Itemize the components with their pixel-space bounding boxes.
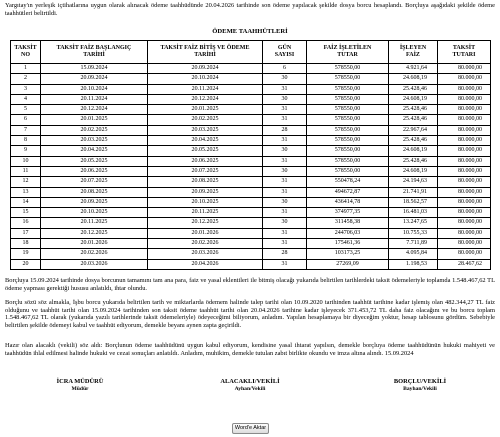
signature-role: İCRA MÜDÜRÜ: [56, 378, 104, 385]
cell-installment-amount: 80.000,00: [438, 146, 491, 156]
cell-installment-no: 2: [11, 74, 41, 84]
cell-accrued-interest: 24.608,19: [389, 146, 438, 156]
cell-accrued-interest: 21.741,91: [389, 187, 438, 197]
cell-interest-start-date: 20.11.2025: [41, 218, 148, 228]
cell-accrued-interest: 25.428,46: [389, 105, 438, 115]
cell-day-count: 31: [263, 105, 307, 115]
cell-accrued-interest: 16.481,03: [389, 208, 438, 218]
cell-accrued-interest: 24.608,19: [389, 166, 438, 176]
cell-day-count: 30: [263, 218, 307, 228]
cell-installment-no: 13: [11, 187, 41, 197]
cell-accrued-interest: 1.198,53: [389, 259, 438, 269]
cell-installment-no: 6: [11, 115, 41, 125]
signature-name: Bayhan/Vekili: [403, 386, 437, 392]
cell-interest-end-payment-date: 20.01.2025: [148, 105, 263, 115]
table-row: [11, 166, 491, 176]
cell-installment-amount: 80.000,00: [438, 218, 491, 228]
cell-interest-base-amount: 578550,00: [307, 64, 389, 74]
table-row: [11, 197, 491, 207]
cell-interest-base-amount: 436414,78: [307, 197, 389, 207]
cell-accrued-interest: 4.921,64: [389, 64, 438, 74]
cell-installment-no: 3: [11, 84, 41, 94]
cell-accrued-interest: 25.428,46: [389, 156, 438, 166]
cell-day-count: 31: [263, 156, 307, 166]
cell-interest-base-amount: 578550,00: [307, 84, 389, 94]
cell-interest-end-payment-date: 20.11.2024: [148, 84, 263, 94]
cell-interest-start-date: 20.12.2024: [41, 105, 148, 115]
cell-accrued-interest: 13.247,65: [389, 218, 438, 228]
cell-installment-no: 1: [11, 64, 41, 74]
header-row: [11, 41, 491, 64]
cell-installment-no: 14: [11, 197, 41, 207]
paragraph-warning: Borçluya 15.09.2024 tarihinde dosya borcunun tamamını tam ana para, faiz ve yasal eklentileri ile bitmiş olacağı yukarıda belirtilen tarihlerdeki taksit ödemeleriyle toplamda 1.548.467,62 TL ödeme yapması gerektiği hususu anlatıldı, ihtar olundu.: [5, 277, 495, 292]
cell-day-count: 31: [263, 259, 307, 269]
cell-accrued-interest: 24.608,19: [389, 94, 438, 104]
signature-debtor: [340, 378, 500, 393]
header-interest-end-payment-date: TAKSİT FAİZ BİTİŞ VE ÖDEME TARİHİ: [148, 41, 263, 64]
cell-accrued-interest: 7.711,89: [389, 239, 438, 249]
cell-interest-base-amount: 374977,35: [307, 208, 389, 218]
cell-interest-base-amount: 578550,00: [307, 166, 389, 176]
cell-day-count: 31: [263, 187, 307, 197]
cell-installment-no: 8: [11, 136, 41, 146]
cell-installment-no: 7: [11, 125, 41, 135]
cell-interest-base-amount: 578550,00: [307, 74, 389, 84]
installment-table-header: [11, 41, 491, 64]
cell-interest-end-payment-date: 20.07.2025: [148, 166, 263, 176]
cell-interest-end-payment-date: 20.02.2025: [148, 115, 263, 125]
paragraph-creditor-statement: Hazır olan alacaklı (vekili) söz aldı: Borçlunun ödeme taahhüdünü uygun kabul ediyorum, kendisine yasal ihtarat yapılsın, demekle borçluya ödeme taahhüdünün hukuki mahiyeti ve taahhüdün ihlal edilmesi halinde hukuki ve cezai sonuçları anlatıldı. Anladım, muhikim, demekle tutulan zabıt birlikte okundu ve imza altına alındı. 15.09.2024: [5, 342, 495, 357]
cell-accrued-interest: 4.095,84: [389, 249, 438, 259]
cell-day-count: 30: [263, 197, 307, 207]
cell-day-count: 31: [263, 239, 307, 249]
header-interest-base-amount: FAİZ İŞLETİLEN TUTAR: [307, 41, 389, 64]
cell-installment-amount: 80.000,00: [438, 64, 491, 74]
table-row: [11, 228, 491, 238]
cell-interest-base-amount: 578550,00: [307, 115, 389, 125]
cell-interest-end-payment-date: 20.04.2025: [148, 136, 263, 146]
cell-day-count: 30: [263, 94, 307, 104]
cell-installment-amount: 80.000,00: [438, 94, 491, 104]
cell-interest-end-payment-date: 20.11.2025: [148, 208, 263, 218]
cell-day-count: 30: [263, 166, 307, 176]
cell-interest-base-amount: 27269,09: [307, 259, 389, 269]
cell-day-count: 31: [263, 136, 307, 146]
cell-interest-base-amount: 175461,36: [307, 239, 389, 249]
cell-interest-start-date: 20.10.2024: [41, 84, 148, 94]
cell-interest-start-date: 20.08.2025: [41, 187, 148, 197]
cell-day-count: 31: [263, 177, 307, 187]
cell-installment-no: 12: [11, 177, 41, 187]
cell-interest-base-amount: 244706,03: [307, 228, 389, 238]
cell-interest-start-date: 15.09.2024: [41, 64, 148, 74]
table-row: [11, 239, 491, 249]
cell-interest-base-amount: 578550,00: [307, 136, 389, 146]
cell-installment-amount: 80.000,00: [438, 136, 491, 146]
cell-interest-start-date: 20.02.2026: [41, 249, 148, 259]
table-row: [11, 146, 491, 156]
cell-installment-no: 9: [11, 146, 41, 156]
cell-installment-no: 18: [11, 239, 41, 249]
cell-installment-no: 10: [11, 156, 41, 166]
cell-installment-no: 17: [11, 228, 41, 238]
cell-interest-start-date: 20.04.2025: [41, 146, 148, 156]
table-row: [11, 64, 491, 74]
cell-accrued-interest: 25.428,46: [389, 115, 438, 125]
cell-installment-amount: 80.000,00: [438, 208, 491, 218]
installment-table: [10, 40, 491, 270]
cell-day-count: 31: [263, 115, 307, 125]
cell-interest-end-payment-date: 20.12.2024: [148, 94, 263, 104]
cell-interest-end-payment-date: 20.02.2026: [148, 239, 263, 249]
cell-interest-base-amount: 311458,38: [307, 218, 389, 228]
cell-installment-amount: 80.000,00: [438, 74, 491, 84]
header-installment-amount: TAKSİT TUTARI: [438, 41, 491, 64]
cell-installment-amount: 28.467,62: [438, 259, 491, 269]
cell-interest-end-payment-date: 20.01.2026: [148, 228, 263, 238]
table-row: [11, 94, 491, 104]
cell-installment-no: 15: [11, 208, 41, 218]
page-title: ÖDEME TAAHHÜTLERİ: [212, 28, 288, 35]
cell-accrued-interest: 24.608,19: [389, 74, 438, 84]
signature-role: BORÇLU/VEKİLİ: [393, 378, 447, 385]
cell-interest-start-date: 20.07.2025: [41, 177, 148, 187]
cell-installment-no: 20: [11, 259, 41, 269]
signature-enforcement-director: [0, 378, 160, 393]
cell-installment-amount: 80.000,00: [438, 187, 491, 197]
cell-accrued-interest: 25.428,46: [389, 136, 438, 146]
installment-table-body: [11, 64, 491, 270]
table-row: [11, 208, 491, 218]
cell-interest-base-amount: 578550,00: [307, 156, 389, 166]
cell-interest-end-payment-date: 20.12.2025: [148, 218, 263, 228]
cell-installment-amount: 80.000,00: [438, 115, 491, 125]
cell-interest-base-amount: 550478,24: [307, 177, 389, 187]
header-interest-start-date: TAKSİT FAİZ BAŞLANGIÇ TARİHİ: [41, 41, 148, 64]
cell-installment-amount: 80.000,00: [438, 228, 491, 238]
cell-day-count: 6: [263, 64, 307, 74]
table-row: [11, 105, 491, 115]
table-row: [11, 115, 491, 125]
signature-role: ALACAKLI/VEKİLİ: [220, 378, 280, 385]
cell-day-count: 30: [263, 74, 307, 84]
table-row: [11, 125, 491, 135]
signature-creditor: [170, 378, 330, 393]
signature-name: Ayhan/Vekili: [234, 386, 266, 392]
cell-installment-no: 11: [11, 166, 41, 176]
cell-day-count: 30: [263, 146, 307, 156]
export-word-button[interactable]: Word'e Aktar: [232, 423, 269, 434]
header-day-count: GÜN SAYISI: [263, 41, 307, 64]
cell-interest-start-date: 20.02.2025: [41, 125, 148, 135]
cell-installment-amount: 80.000,00: [438, 239, 491, 249]
cell-installment-no: 5: [11, 105, 41, 115]
cell-installment-amount: 80.000,00: [438, 156, 491, 166]
cell-interest-base-amount: 578550,00: [307, 94, 389, 104]
header-installment-no: TAKSİT NO: [11, 41, 41, 64]
cell-interest-start-date: 20.01.2025: [41, 115, 148, 125]
cell-accrued-interest: 22.967,64: [389, 125, 438, 135]
table-row: [11, 218, 491, 228]
cell-interest-end-payment-date: 20.03.2026: [148, 249, 263, 259]
cell-accrued-interest: 10.755,33: [389, 228, 438, 238]
cell-interest-start-date: 20.11.2024: [41, 94, 148, 104]
cell-installment-no: 16: [11, 218, 41, 228]
table-row: [11, 156, 491, 166]
cell-interest-base-amount: 578550,00: [307, 146, 389, 156]
cell-interest-start-date: 20.05.2025: [41, 156, 148, 166]
cell-day-count: 31: [263, 208, 307, 218]
cell-accrued-interest: 18.562,57: [389, 197, 438, 207]
cell-installment-amount: 80.000,00: [438, 84, 491, 94]
signature-name: Müdür: [71, 386, 89, 392]
cell-interest-end-payment-date: 20.10.2025: [148, 197, 263, 207]
cell-interest-start-date: 20.03.2025: [41, 136, 148, 146]
table-row: [11, 187, 491, 197]
cell-installment-no: 19: [11, 249, 41, 259]
cell-interest-end-payment-date: 20.09.2024: [148, 64, 263, 74]
paragraph-debtor-statement: Borçlu sözü söz almakla, İşbu borcu yukarıda belirtilen tarih ve miktarlarda ödemem halinde talep tarihi olan 10.09.2020 tarihinden taahhüt tarihine kadar işlemiş olan 482.344,27 TL faiz olduğunu ve taahhüt tarihi olan 15.09.2024 tarihinden son taksit ödeme taahhüt tarihi olan 20.04.2026 tarihine kadar işleyecek 371.453,72 TL daha faiz olacağını ve bu borcu toplam 1.548.467,62 TL olarak (yukarıda yazılı tarihlerinde taksit ödemeleriyle) ödeyeceğimi biliyorum, anladım. Yapılan hesaplamaya bir diyeceğim yoktur, hesap tablosunu gördüm. Sebebiyle belirtilen şekilde ödemeyi kabul ve taahhüt ediyorum, demekle beyanı aynen zapta geçirildi.: [5, 299, 495, 329]
cell-interest-start-date: 20.09.2024: [41, 74, 148, 84]
cell-interest-start-date: 20.12.2025: [41, 228, 148, 238]
cell-day-count: 31: [263, 84, 307, 94]
cell-interest-end-payment-date: 20.03.2025: [148, 125, 263, 135]
cell-interest-end-payment-date: 20.08.2025: [148, 177, 263, 187]
cell-installment-amount: 80.000,00: [438, 197, 491, 207]
cell-installment-amount: 80.000,00: [438, 177, 491, 187]
table-row: [11, 259, 491, 269]
cell-interest-start-date: 20.10.2025: [41, 208, 148, 218]
cell-interest-base-amount: 578550,00: [307, 125, 389, 135]
cell-interest-end-payment-date: 20.10.2024: [148, 74, 263, 84]
cell-interest-base-amount: 103173,25: [307, 249, 389, 259]
table-row: [11, 74, 491, 84]
cell-accrued-interest: 24.194,63: [389, 177, 438, 187]
cell-interest-end-payment-date: 20.06.2025: [148, 156, 263, 166]
cell-installment-amount: 80.000,00: [438, 105, 491, 115]
intro-text: Yargıtay'ın yerleşik içtihatlarına uygun olarak alınacak ödeme taahhüdünde 20.04.2026 tarihinde son ödeme yapılacak şekilde dosya borcu hesaplandı. Borçluya aşağıdaki şekilde ödeme taahhütleri belirtildi.: [5, 2, 495, 17]
cell-interest-end-payment-date: 20.09.2025: [148, 187, 263, 197]
table-row: [11, 84, 491, 94]
cell-day-count: 28: [263, 125, 307, 135]
cell-installment-no: 4: [11, 94, 41, 104]
cell-interest-base-amount: 578550,00: [307, 105, 389, 115]
cell-interest-base-amount: 494672,87: [307, 187, 389, 197]
cell-interest-start-date: 20.06.2025: [41, 166, 148, 176]
cell-day-count: 31: [263, 228, 307, 238]
table-row: [11, 136, 491, 146]
cell-interest-start-date: 20.09.2025: [41, 197, 148, 207]
cell-installment-amount: 80.000,00: [438, 249, 491, 259]
cell-installment-amount: 80.000,00: [438, 166, 491, 176]
cell-interest-start-date: 20.01.2026: [41, 239, 148, 249]
cell-interest-end-payment-date: 20.04.2026: [148, 259, 263, 269]
cell-day-count: 28: [263, 249, 307, 259]
table-row: [11, 177, 491, 187]
cell-interest-start-date: 20.03.2026: [41, 259, 148, 269]
cell-accrued-interest: 25.428,46: [389, 84, 438, 94]
cell-interest-end-payment-date: 20.05.2025: [148, 146, 263, 156]
cell-installment-amount: 80.000,00: [438, 125, 491, 135]
header-accrued-interest: İŞLEYEN FAİZ: [389, 41, 438, 64]
table-row: [11, 249, 491, 259]
